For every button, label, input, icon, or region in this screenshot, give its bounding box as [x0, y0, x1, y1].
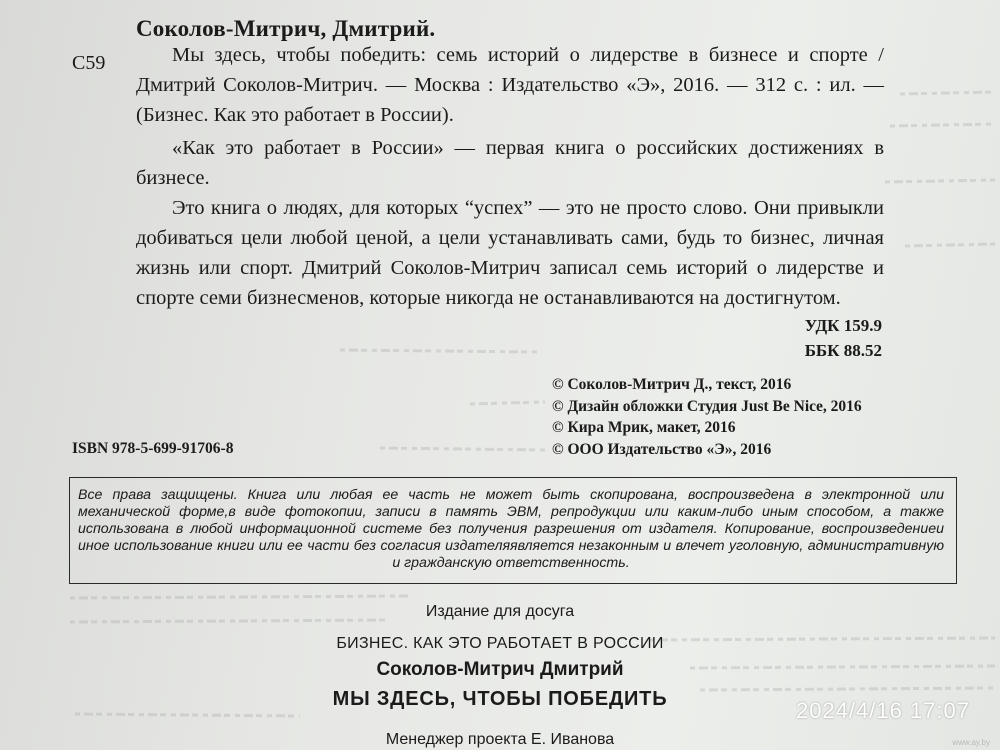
- imprint-series: БИЗНЕС. КАК ЭТО РАБОТАЕТ В РОССИИ: [336, 635, 664, 652]
- imprint-manager: Менеджер проекта Е. Иванова: [385, 731, 615, 748]
- imprint-leisure: Издание для досуга: [425, 603, 575, 620]
- annotation-paragraph: «Как это работает в России» — первая книга о российских достижениях в бизнесе.: [136, 137, 884, 189]
- annotation: [136, 133, 884, 313]
- rights-notice-text: Все права защищены. Книга или любая ее часть не может быть скопирована, воспроизведена в электронной или механической форме,в виде фотокопии, записи в память ЭВМ, репродукции или каким-либо иным способом, а также использована в любой информационной системе без получения разрешения от издателя. Копирование, воспроизведениеи иное использование книги или ее части без согласия издателяявляется незаконным и влечет уголовную, административную и гражданскую ответственность.: [78, 487, 944, 571]
- bbk-code: ББК 88.52: [804, 341, 882, 360]
- copyright-line: © Кира Мрик, макет, 2016: [552, 419, 736, 436]
- imprint-author: Соколов-Митрич Дмитрий: [376, 659, 624, 680]
- copyright-line: © ООО Издательство «Э», 2016: [552, 440, 772, 458]
- author-heading: Соколов-Митрич, Дмитрий.: [136, 16, 436, 41]
- photo-timestamp: 2024/4/16 17:07: [795, 698, 970, 723]
- bibliographic-description: Мы здесь, чтобы победить: семь историй о лидерстве в бизнесе и спорте / Дмитрий Соколов-Митрич. — Москва : Издательство «Э», 2016. — 312 с. : ил. — (Бизнес. Как это работает в России).: [136, 44, 884, 126]
- annotation-paragraph: Это книга о людях, для которых “успех” — это не просто слово. Они привыкли добиваться цели любой ценой, а цели устанавливать сами, будь то бизнес, личная жизнь или спорт. Дмитрий Соколов-Митрич записал семь историй о лидерстве и спорте семи бизнесменов, которые никогда не останавливаются на достигнутом.: [136, 197, 884, 309]
- classification-code: С59: [72, 52, 106, 74]
- copyright-list: [552, 374, 862, 460]
- copyright-line: © Соколов-Митрич Д., текст, 2016: [552, 376, 792, 393]
- rights-notice-box: [69, 477, 957, 584]
- imprint-title: МЫ ЗДЕСЬ, ЧТОБЫ ПОБЕДИТЬ: [332, 688, 668, 710]
- copyright-line: © Дизайн обложки Студия Just Be Nice, 2016: [552, 397, 862, 415]
- udk-code: УДК 159.9: [804, 316, 882, 335]
- isbn: ISBN 978-5-699-91706-8: [72, 440, 234, 457]
- site-watermark: www.ay.by: [952, 738, 990, 747]
